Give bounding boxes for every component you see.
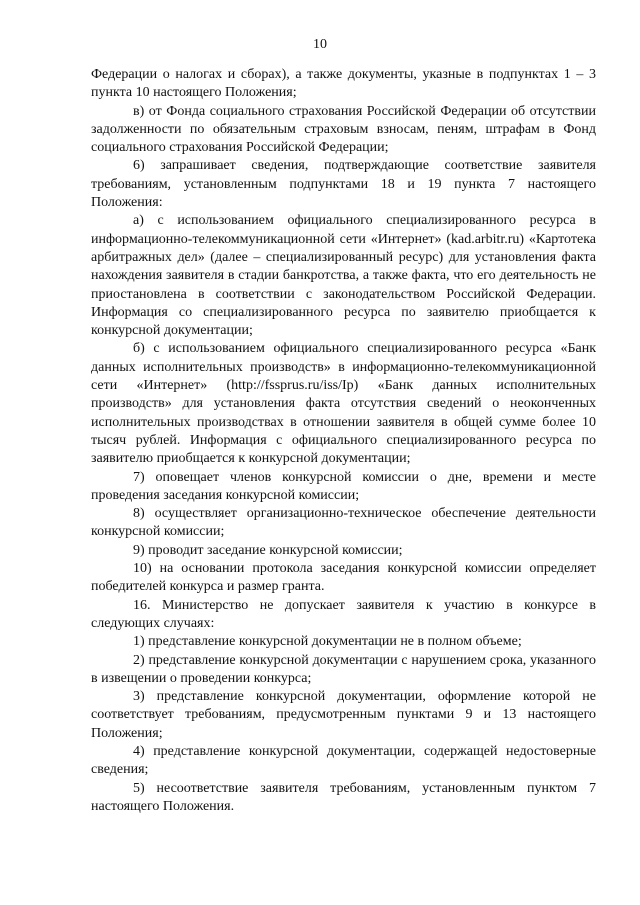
paragraph-case-3: 3) представление конкурсной документации, оформление которой не соответствует требованиям, предусмотренным пунктами 9 и 13 настоящего Положения;: [91, 689, 596, 741]
paragraph-case-5: 5) несоответствие заявителя требованиям, установленным пунктом 7 настоящего Положения.: [91, 780, 596, 814]
paragraph-item-9: 9) проводит заседание конкурсной комиссии;: [133, 542, 403, 558]
page-number: 10: [313, 37, 327, 52]
paragraph-case-2: 2) представление конкурсной документации с нарушением срока, указанного в извещении о проведении конкурса;: [91, 652, 596, 686]
paragraph-case-1: 1) представление конкурсной документации не в полном объеме;: [133, 634, 522, 650]
paragraph-continuation: Федерации о налогах и сборах), а также документы, указные в подпунктах 1 – 3 пункта 10 настоящего Положения;: [91, 67, 596, 101]
paragraph-item-10: 10) на основании протокола заседания конкурсной комиссии определяет победителей конкурса и размер гранта.: [91, 561, 596, 595]
paragraph-item-7: 7) оповещает членов конкурсной комиссии о дне, времени и месте проведения заседания конкурсной комиссии;: [91, 469, 596, 503]
paragraph-item-v: в) от Фонда социального страхования Российской Федерации об отсутствии задолженности по обязательным страховым взносам, пеням, штрафам в Фонд социального страхования Российской Федерации;: [91, 103, 596, 156]
paragraph-item-6: 6) запрашивает сведения, подтверждающие соответствие заявителя требованиям, установленным подпунктами 18 и 19 пункта 7 настоящего Положения:: [91, 158, 596, 211]
paragraph-item-8: 8) осуществляет организационно-техническое обеспечение деятельности конкурсной комиссии;: [91, 506, 596, 540]
paragraph-case-4: 4) представление конкурсной документации, содержащей недостоверные сведения;: [91, 743, 596, 778]
paragraph-clause-16: 16. Министерство не допускает заявителя к участию в конкурсе в следующих случаях:: [91, 597, 596, 631]
paragraph-item-a: а) с использованием официального специализированного ресурса в информационно-телекоммуникационной сети «Интернет» (kad.arbitr.ru) «Картотека арбитражных дел» (далее – специализированный ресурс) для установления факта нахождения заявителя в стадии банкротства, а также факта, что его деятельность не приостановлена в соответствии с законодательством Российской Федерации. Информация со специализированного ресурса по заявителю приобщается к конкурсной документации;: [91, 213, 596, 339]
paragraph-item-b: б) с использованием официального специализированного ресурса «Банк данных исполнительных производств» в информационно-телекоммуникационной сети «Интернет» (http://fssprus.ru/iss/Ip) «Банк данных исполнительных производств» для установления факта отсутствия сведений о неоконченных исполнительных производствах в отношении заявителя в общей сумме более 10 тысяч рублей. Информация с официального специализированного ресурса по заявителю приобщается к конкурсной документации;: [91, 341, 596, 467]
document-body: [91, 66, 596, 816]
